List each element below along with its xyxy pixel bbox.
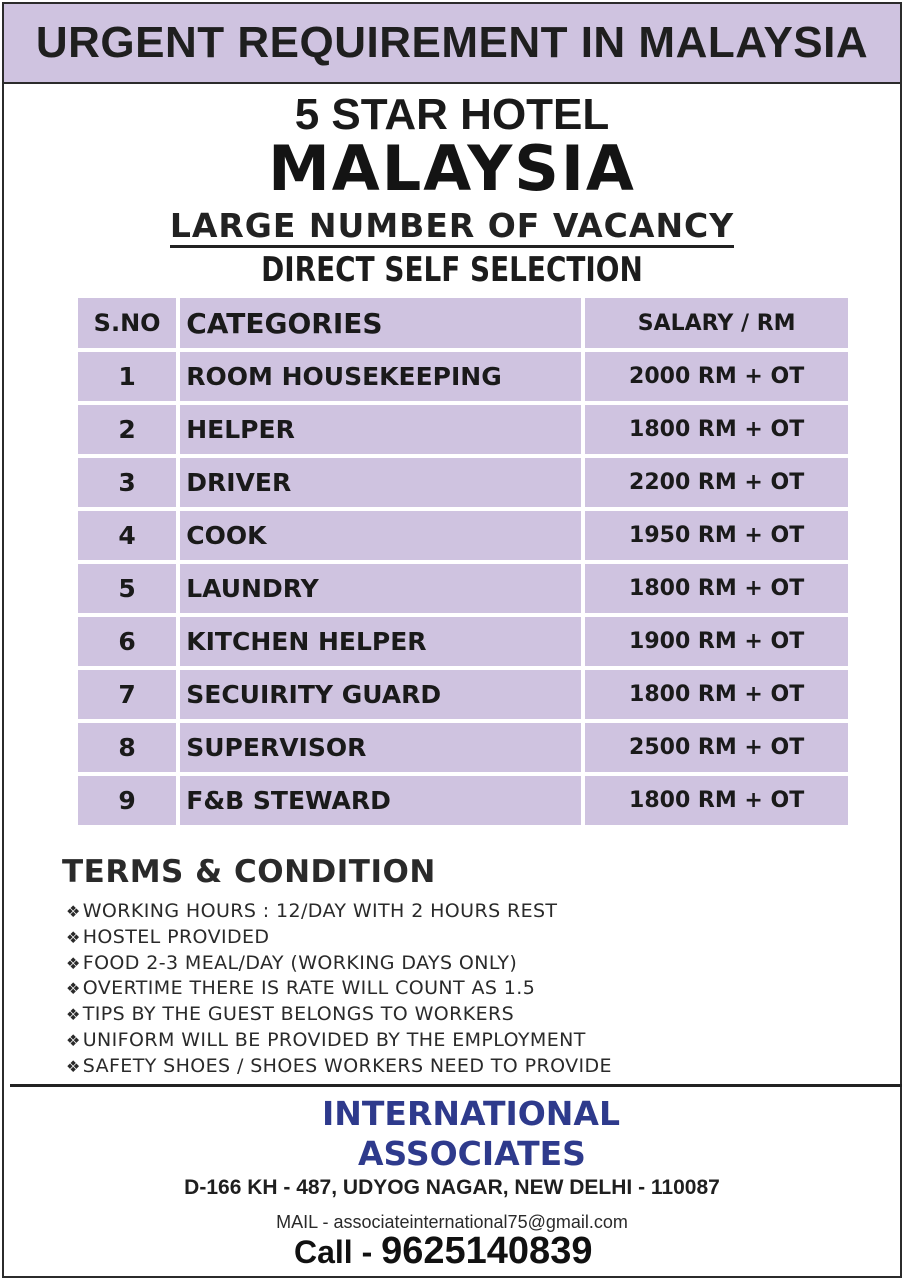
term-text: WORKING HOURS : 12/DAY WITH 2 HOURS REST xyxy=(82,900,558,922)
row-category: F&B STEWARD xyxy=(180,776,581,825)
diamond-bullet-icon: ❖ xyxy=(66,1005,81,1025)
header-category: CATEGORIES xyxy=(180,298,581,348)
list-item xyxy=(66,951,612,977)
table-row xyxy=(78,617,848,666)
diamond-bullet-icon: ❖ xyxy=(66,953,81,973)
row-sno: 8 xyxy=(78,723,176,772)
term-text: SAFETY SHOES / SHOES WORKERS NEED TO PROVIDE xyxy=(82,1054,612,1077)
company-name-line1: INTERNATIONAL xyxy=(322,1094,620,1133)
diamond-bullet-icon: ❖ xyxy=(66,902,81,921)
table-row xyxy=(78,511,848,560)
row-salary: 1950 RM + OT xyxy=(585,511,848,560)
term-text: HOSTEL PROVIDED xyxy=(82,925,270,948)
country-heading: MALAYSIA xyxy=(268,132,636,205)
row-salary: 1800 RM + OT xyxy=(585,564,848,613)
diamond-bullet-icon: ❖ xyxy=(66,927,81,947)
row-category: LAUNDRY xyxy=(180,564,581,613)
table-row xyxy=(78,352,848,401)
row-sno: 5 xyxy=(78,564,176,613)
list-item xyxy=(66,1002,612,1028)
diamond-bullet-icon: ❖ xyxy=(66,1030,81,1050)
table-row xyxy=(78,564,848,613)
table-row xyxy=(78,458,848,507)
terms-list xyxy=(66,899,612,1080)
top-banner xyxy=(4,4,900,84)
header-sno: S.NO xyxy=(78,298,176,348)
vacancy-text: LARGE NUMBER OF VACANCY xyxy=(170,206,734,248)
vacancy-table xyxy=(74,294,852,829)
row-category: KITCHEN HELPER xyxy=(180,617,581,666)
row-sno: 2 xyxy=(78,405,176,454)
row-salary: 1800 RM + OT xyxy=(585,405,848,454)
hotel-heading: 5 STAR HOTEL xyxy=(294,90,610,139)
poster-frame xyxy=(2,2,902,1278)
row-salary: 1900 RM + OT xyxy=(585,617,848,666)
selection-heading: DIRECT SELF SELECTION xyxy=(261,250,643,290)
diamond-bullet-icon: ❖ xyxy=(66,979,81,999)
row-category: SUPERVISOR xyxy=(180,723,581,772)
row-category: SECUIRITY GUARD xyxy=(180,670,581,719)
vacancy-heading xyxy=(4,206,900,245)
list-item xyxy=(66,1054,612,1080)
table-row xyxy=(78,670,848,719)
row-sno: 7 xyxy=(78,670,176,719)
row-salary: 2200 RM + OT xyxy=(585,458,848,507)
term-text: UNIFORM WILL BE PROVIDED BY THE EMPLOYMENT xyxy=(82,1028,586,1051)
list-item xyxy=(66,925,612,951)
row-category: DRIVER xyxy=(180,458,581,507)
list-item xyxy=(66,1028,612,1054)
table-row xyxy=(78,405,848,454)
table-header-row xyxy=(78,298,848,348)
row-category: HELPER xyxy=(180,405,581,454)
list-item xyxy=(66,899,612,925)
contact-phone xyxy=(294,1230,592,1273)
row-salary: 1800 RM + OT xyxy=(585,670,848,719)
table-row xyxy=(78,776,848,825)
row-sno: 1 xyxy=(78,352,176,401)
banner-title: URGENT REQUIREMENT IN MALAYSIA xyxy=(35,18,869,67)
term-text: TIPS BY THE GUEST BELONGS TO WORKERS xyxy=(82,1003,515,1026)
header-salary: SALARY / RM xyxy=(585,298,848,348)
row-salary: 2500 RM + OT xyxy=(585,723,848,772)
row-sno: 6 xyxy=(78,617,176,666)
company-name-line2: ASSOCIATES xyxy=(358,1134,586,1173)
call-label: Call - xyxy=(294,1234,382,1270)
diamond-bullet-icon: ❖ xyxy=(66,1056,81,1076)
row-salary: 1800 RM + OT xyxy=(585,776,848,825)
term-text: FOOD 2-3 MEAL/DAY (WORKING DAYS ONLY) xyxy=(82,951,518,974)
terms-title: TERMS & CONDITION xyxy=(62,854,436,890)
row-category: COOK xyxy=(180,511,581,560)
row-sno: 3 xyxy=(78,458,176,507)
section-divider xyxy=(10,1084,902,1087)
table-row xyxy=(78,723,848,772)
phone-number: 9625140839 xyxy=(381,1230,593,1272)
contact-email: MAIL - associateinternational75@gmail.com xyxy=(276,1212,628,1232)
term-text: OVERTIME THERE IS RATE WILL COUNT AS 1.5 xyxy=(82,977,536,1000)
list-item xyxy=(66,976,612,1002)
row-sno: 9 xyxy=(78,776,176,825)
row-category: ROOM HOUSEKEEPING xyxy=(180,352,581,401)
row-sno: 4 xyxy=(78,511,176,560)
row-salary: 2000 RM + OT xyxy=(585,352,848,401)
company-address: D-166 KH - 487, UDYOG NAGAR, NEW DELHI - 110087 xyxy=(184,1176,720,1199)
